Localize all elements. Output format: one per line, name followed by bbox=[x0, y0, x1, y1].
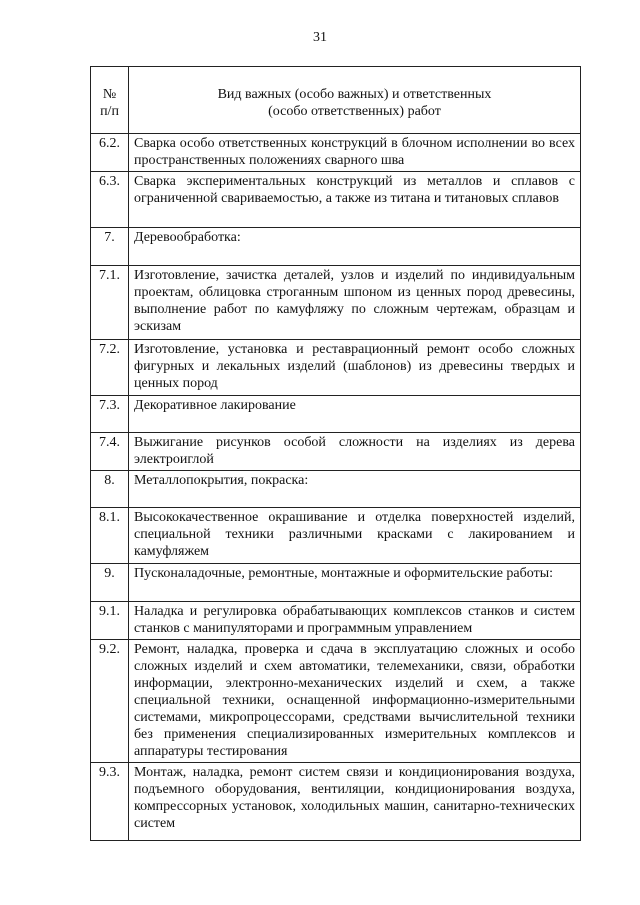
row-text: Монтаж, наладка, ремонт систем связи и кондиционирования воздуха, подъемного оборудования, вентиляции, кондиционирования воздуха, компрессорных установок, холодильных машин, санитарно-технических систем bbox=[129, 763, 581, 841]
table-row bbox=[91, 433, 581, 471]
row-text: Наладка и регулировка обрабатывающих комплексов станков и систем станков с манипуляторами и программным управлением bbox=[129, 602, 581, 640]
header-title-line-2: (особо ответственных) работ bbox=[268, 104, 441, 119]
works-table bbox=[90, 66, 581, 841]
row-number: 7. bbox=[91, 228, 129, 266]
table-row bbox=[91, 564, 581, 602]
row-text: Металлопокрытия, покраска: bbox=[129, 471, 581, 508]
row-text: Деревообработка: bbox=[129, 228, 581, 266]
row-number: 7.4. bbox=[91, 433, 129, 471]
table-row bbox=[91, 228, 581, 266]
row-number: 7.1. bbox=[91, 266, 129, 340]
row-number: 8. bbox=[91, 471, 129, 508]
header-number-column bbox=[91, 67, 129, 134]
table-row bbox=[91, 396, 581, 433]
row-number: 9.1. bbox=[91, 602, 129, 640]
table-row bbox=[91, 508, 581, 564]
table-row bbox=[91, 602, 581, 640]
row-number: 8.1. bbox=[91, 508, 129, 564]
row-text: Изготовление, установка и реставрационный ремонт особо сложных фигурных и лекальных изделий (шаблонов) из древесины твердых и ценных пород bbox=[129, 340, 581, 396]
table-row bbox=[91, 134, 581, 172]
row-text: Сварка особо ответственных конструкций в блочном исполнении во всех пространственных положениях сварного шва bbox=[129, 134, 581, 172]
row-number: 9.3. bbox=[91, 763, 129, 841]
row-text: Сварка экспериментальных конструкций из металлов и сплавов с ограниченной свариваемостью, а также из титана и титановых сплавов bbox=[129, 172, 581, 228]
table-row bbox=[91, 640, 581, 763]
header-title-line-1: Вид важных (особо важных) и ответственных bbox=[217, 87, 492, 102]
row-number: 6.2. bbox=[91, 134, 129, 172]
table-row bbox=[91, 266, 581, 340]
row-text: Декоративное лакирование bbox=[129, 396, 581, 433]
page-number: 31 bbox=[313, 30, 327, 45]
row-number: 9.2. bbox=[91, 640, 129, 763]
table-row bbox=[91, 340, 581, 396]
row-number: 7.3. bbox=[91, 396, 129, 433]
row-text: Высококачественное окрашивание и отделка поверхностей изделий, специальной техники различными красками с лакированием и камуфляжем bbox=[129, 508, 581, 564]
header-title-column bbox=[129, 67, 581, 134]
header-number-symbol: № bbox=[102, 87, 117, 102]
table-row bbox=[91, 763, 581, 841]
row-text: Изготовление, зачистка деталей, узлов и изделий по индивидуальным проектам, облицовка строганным шпоном из ценных пород древесины, выполнение работ по камуфляжу по сложным чертежам, образцам и эскизам bbox=[129, 266, 581, 340]
table-row bbox=[91, 172, 581, 228]
table-row bbox=[91, 471, 581, 508]
table-header-row bbox=[91, 67, 581, 134]
row-number: 9. bbox=[91, 564, 129, 602]
row-text: Выжигание рисунков особой сложности на изделиях из дерева электроиглой bbox=[129, 433, 581, 471]
row-number: 6.3. bbox=[91, 172, 129, 228]
row-number: 7.2. bbox=[91, 340, 129, 396]
row-text: Пусконаладочные, ремонтные, монтажные и оформительские работы: bbox=[129, 564, 581, 602]
row-text: Ремонт, наладка, проверка и сдача в эксплуатацию сложных и особо сложных изделий и схем автоматики, телемеханики, связи, обработки информации, электронно-механических изделий и схем, а также специальной техники, оснащенной информационно-измерительными системами, микропроцессорами, средствами вычислительной техники без применения специализированных измерительных комплексов и аппаратуры тестирования bbox=[129, 640, 581, 763]
header-number-abbrev: п/п bbox=[100, 104, 119, 119]
